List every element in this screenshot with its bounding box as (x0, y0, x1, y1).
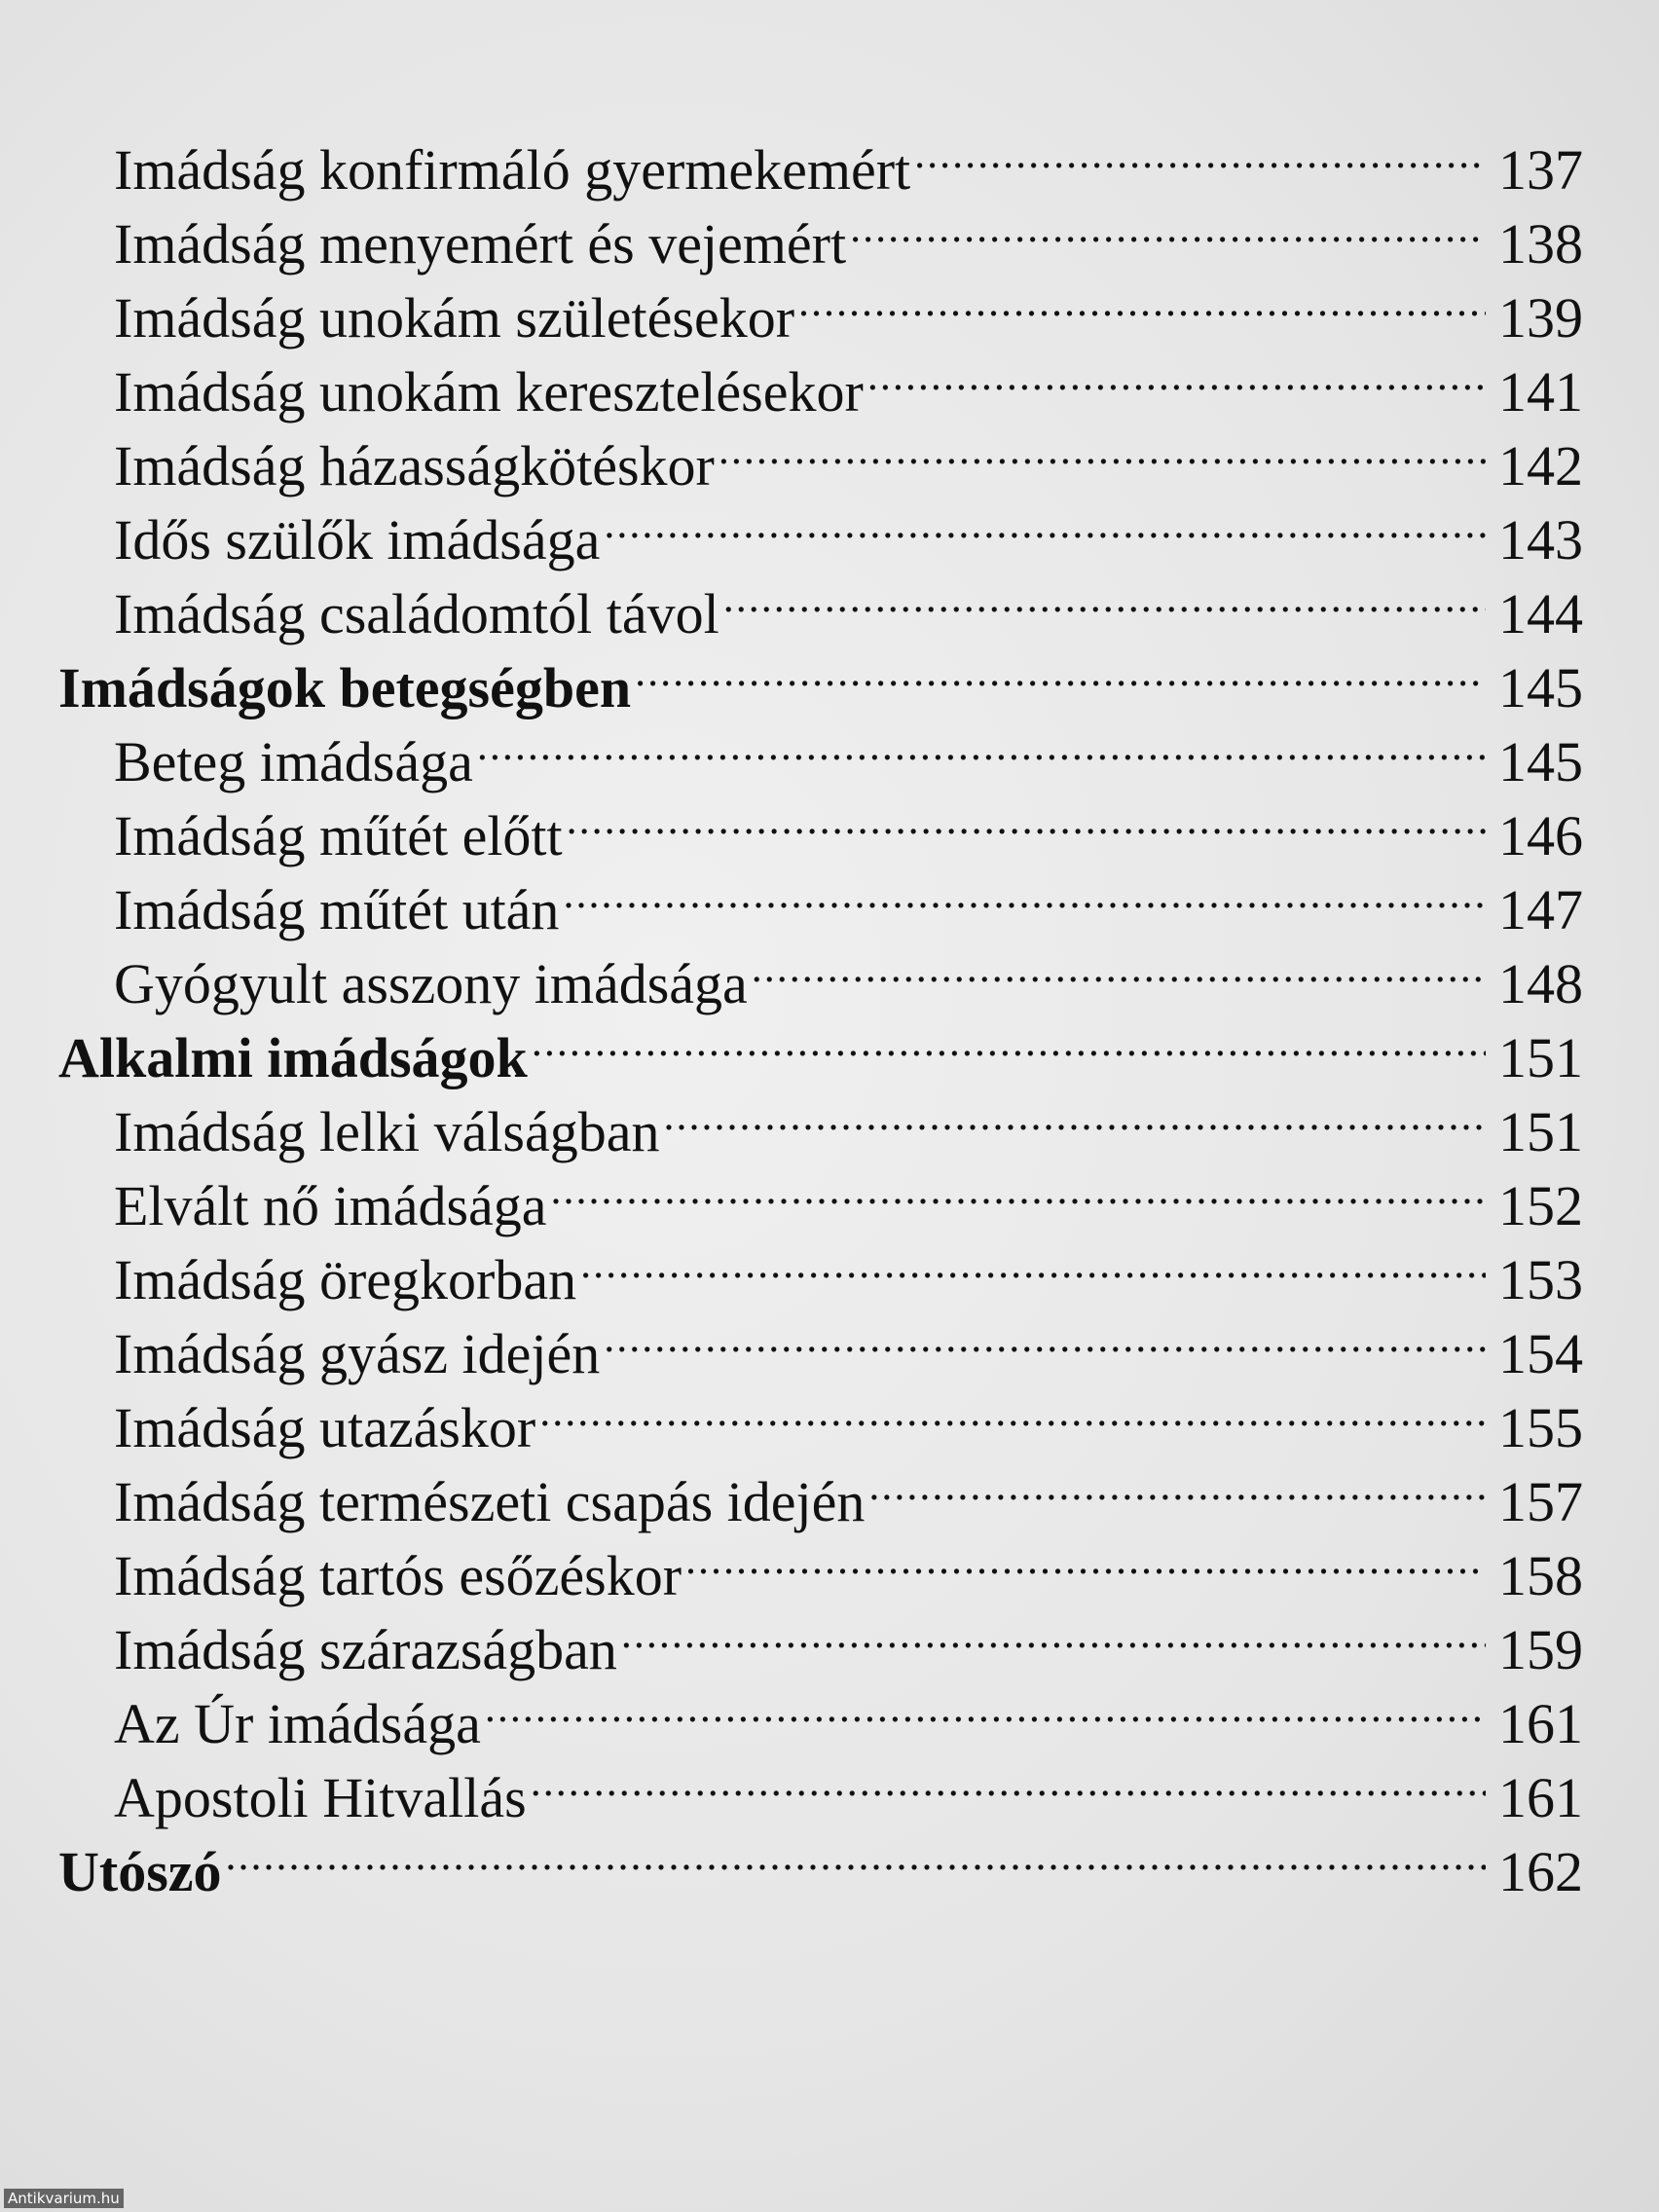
toc-entry-page: 151 (1498, 1100, 1583, 1163)
toc-entry-title: Gyógyult asszony imádsága (114, 952, 748, 1015)
dot-leader (868, 1447, 1486, 1521)
dot-leader (621, 1595, 1486, 1669)
toc-entry-title: Imádság menyemért és vejemért (114, 212, 847, 276)
toc-entry-page: 148 (1498, 952, 1583, 1015)
dot-leader (580, 1225, 1486, 1299)
toc-entry-page: 137 (1498, 138, 1583, 202)
toc-entry-page: 151 (1498, 1026, 1583, 1089)
toc-section-title: Alkalmi imádságok (58, 1026, 528, 1089)
toc-entry-title: Idős szülők imádsága (114, 508, 601, 571)
dot-leader (850, 189, 1486, 263)
toc-entry-page: 145 (1498, 730, 1583, 793)
toc-entry-title: Imádság természeti csapás idején (114, 1470, 866, 1533)
toc-entry-title: Imádság házasságkötéskor (114, 434, 715, 498)
toc-section-title: Utószó (58, 1840, 222, 1903)
dot-leader (226, 1817, 1486, 1891)
toc-entry-page: 145 (1498, 656, 1583, 719)
toc-entry-page: 158 (1498, 1544, 1583, 1607)
toc-entry-title: Imádság tartós esőzéskor (114, 1544, 682, 1607)
toc-entry-title: Elvált nő imádsága (114, 1174, 547, 1237)
toc-entry-page: 138 (1498, 212, 1583, 276)
dot-leader (485, 1669, 1486, 1743)
dot-leader (723, 559, 1486, 633)
dot-leader (719, 411, 1486, 485)
toc-entry-page: 161 (1498, 1692, 1583, 1755)
toc-entry-title: Imádság szárazságban (114, 1618, 617, 1681)
dot-leader (563, 855, 1486, 929)
toc-entry-page: 159 (1498, 1618, 1583, 1681)
toc-entry (58, 115, 1583, 202)
toc-entry-title: Az Úr imádsága (114, 1692, 481, 1755)
toc-entry-page: 139 (1498, 286, 1583, 350)
toc-entry-title: Imádság gyász idején (114, 1322, 601, 1385)
toc-entry-title: Imádság öregkorban (114, 1248, 577, 1311)
toc-entry-title: Beteg imádsága (114, 730, 473, 793)
toc-entry-title: Imádság utazáskor (114, 1396, 536, 1459)
dot-leader (551, 1151, 1486, 1225)
toc-entry-page: 152 (1498, 1174, 1583, 1237)
dot-leader (685, 1521, 1486, 1595)
watermark: Antikvarium.hu (4, 2189, 124, 2208)
toc-entry-title: Imádság unokám születésekor (114, 286, 795, 350)
dot-leader (635, 633, 1486, 707)
dot-leader (664, 1077, 1487, 1151)
toc-entry-page: 162 (1498, 1840, 1583, 1903)
toc-entry-page: 157 (1498, 1470, 1583, 1533)
toc-section-heading (58, 1817, 1583, 1903)
toc-entry-title: Imádság családomtól távol (114, 582, 719, 645)
dot-leader (604, 485, 1486, 559)
toc-entry-title: Imádság unokám keresztelésekor (114, 360, 864, 424)
table-of-contents (58, 115, 1583, 1903)
toc-entry-page: 143 (1498, 508, 1583, 571)
toc-entry-page: 146 (1498, 804, 1583, 867)
toc-entry-page: 153 (1498, 1248, 1583, 1311)
toc-entry-page: 141 (1498, 360, 1583, 424)
dot-leader (752, 929, 1486, 1003)
toc-entry-title: Apostoli Hitvallás (114, 1766, 527, 1829)
toc-entry-title: Imádság műtét után (114, 878, 560, 941)
toc-entry-page: 142 (1498, 434, 1583, 498)
dot-leader (604, 1299, 1486, 1373)
toc-entry-page: 161 (1498, 1766, 1583, 1829)
toc-entry-title: Imádság konfirmáló gyermekemért (114, 138, 911, 202)
dot-leader (532, 1003, 1486, 1077)
toc-entry-page: 154 (1498, 1322, 1583, 1385)
dot-leader (477, 707, 1486, 781)
toc-entry-page: 155 (1498, 1396, 1583, 1459)
toc-entry-title: Imádság műtét előtt (114, 804, 563, 867)
dot-leader (798, 263, 1486, 337)
toc-entry-page: 147 (1498, 878, 1583, 941)
dot-leader (867, 337, 1486, 411)
toc-entry-page: 144 (1498, 582, 1583, 645)
dot-leader (567, 781, 1486, 855)
dot-leader (539, 1373, 1486, 1447)
toc-section-title: Imádságok betegségben (58, 656, 632, 719)
toc-entry-title: Imádság lelki válságban (114, 1100, 660, 1163)
dot-leader (531, 1743, 1486, 1817)
dot-leader (914, 115, 1486, 189)
